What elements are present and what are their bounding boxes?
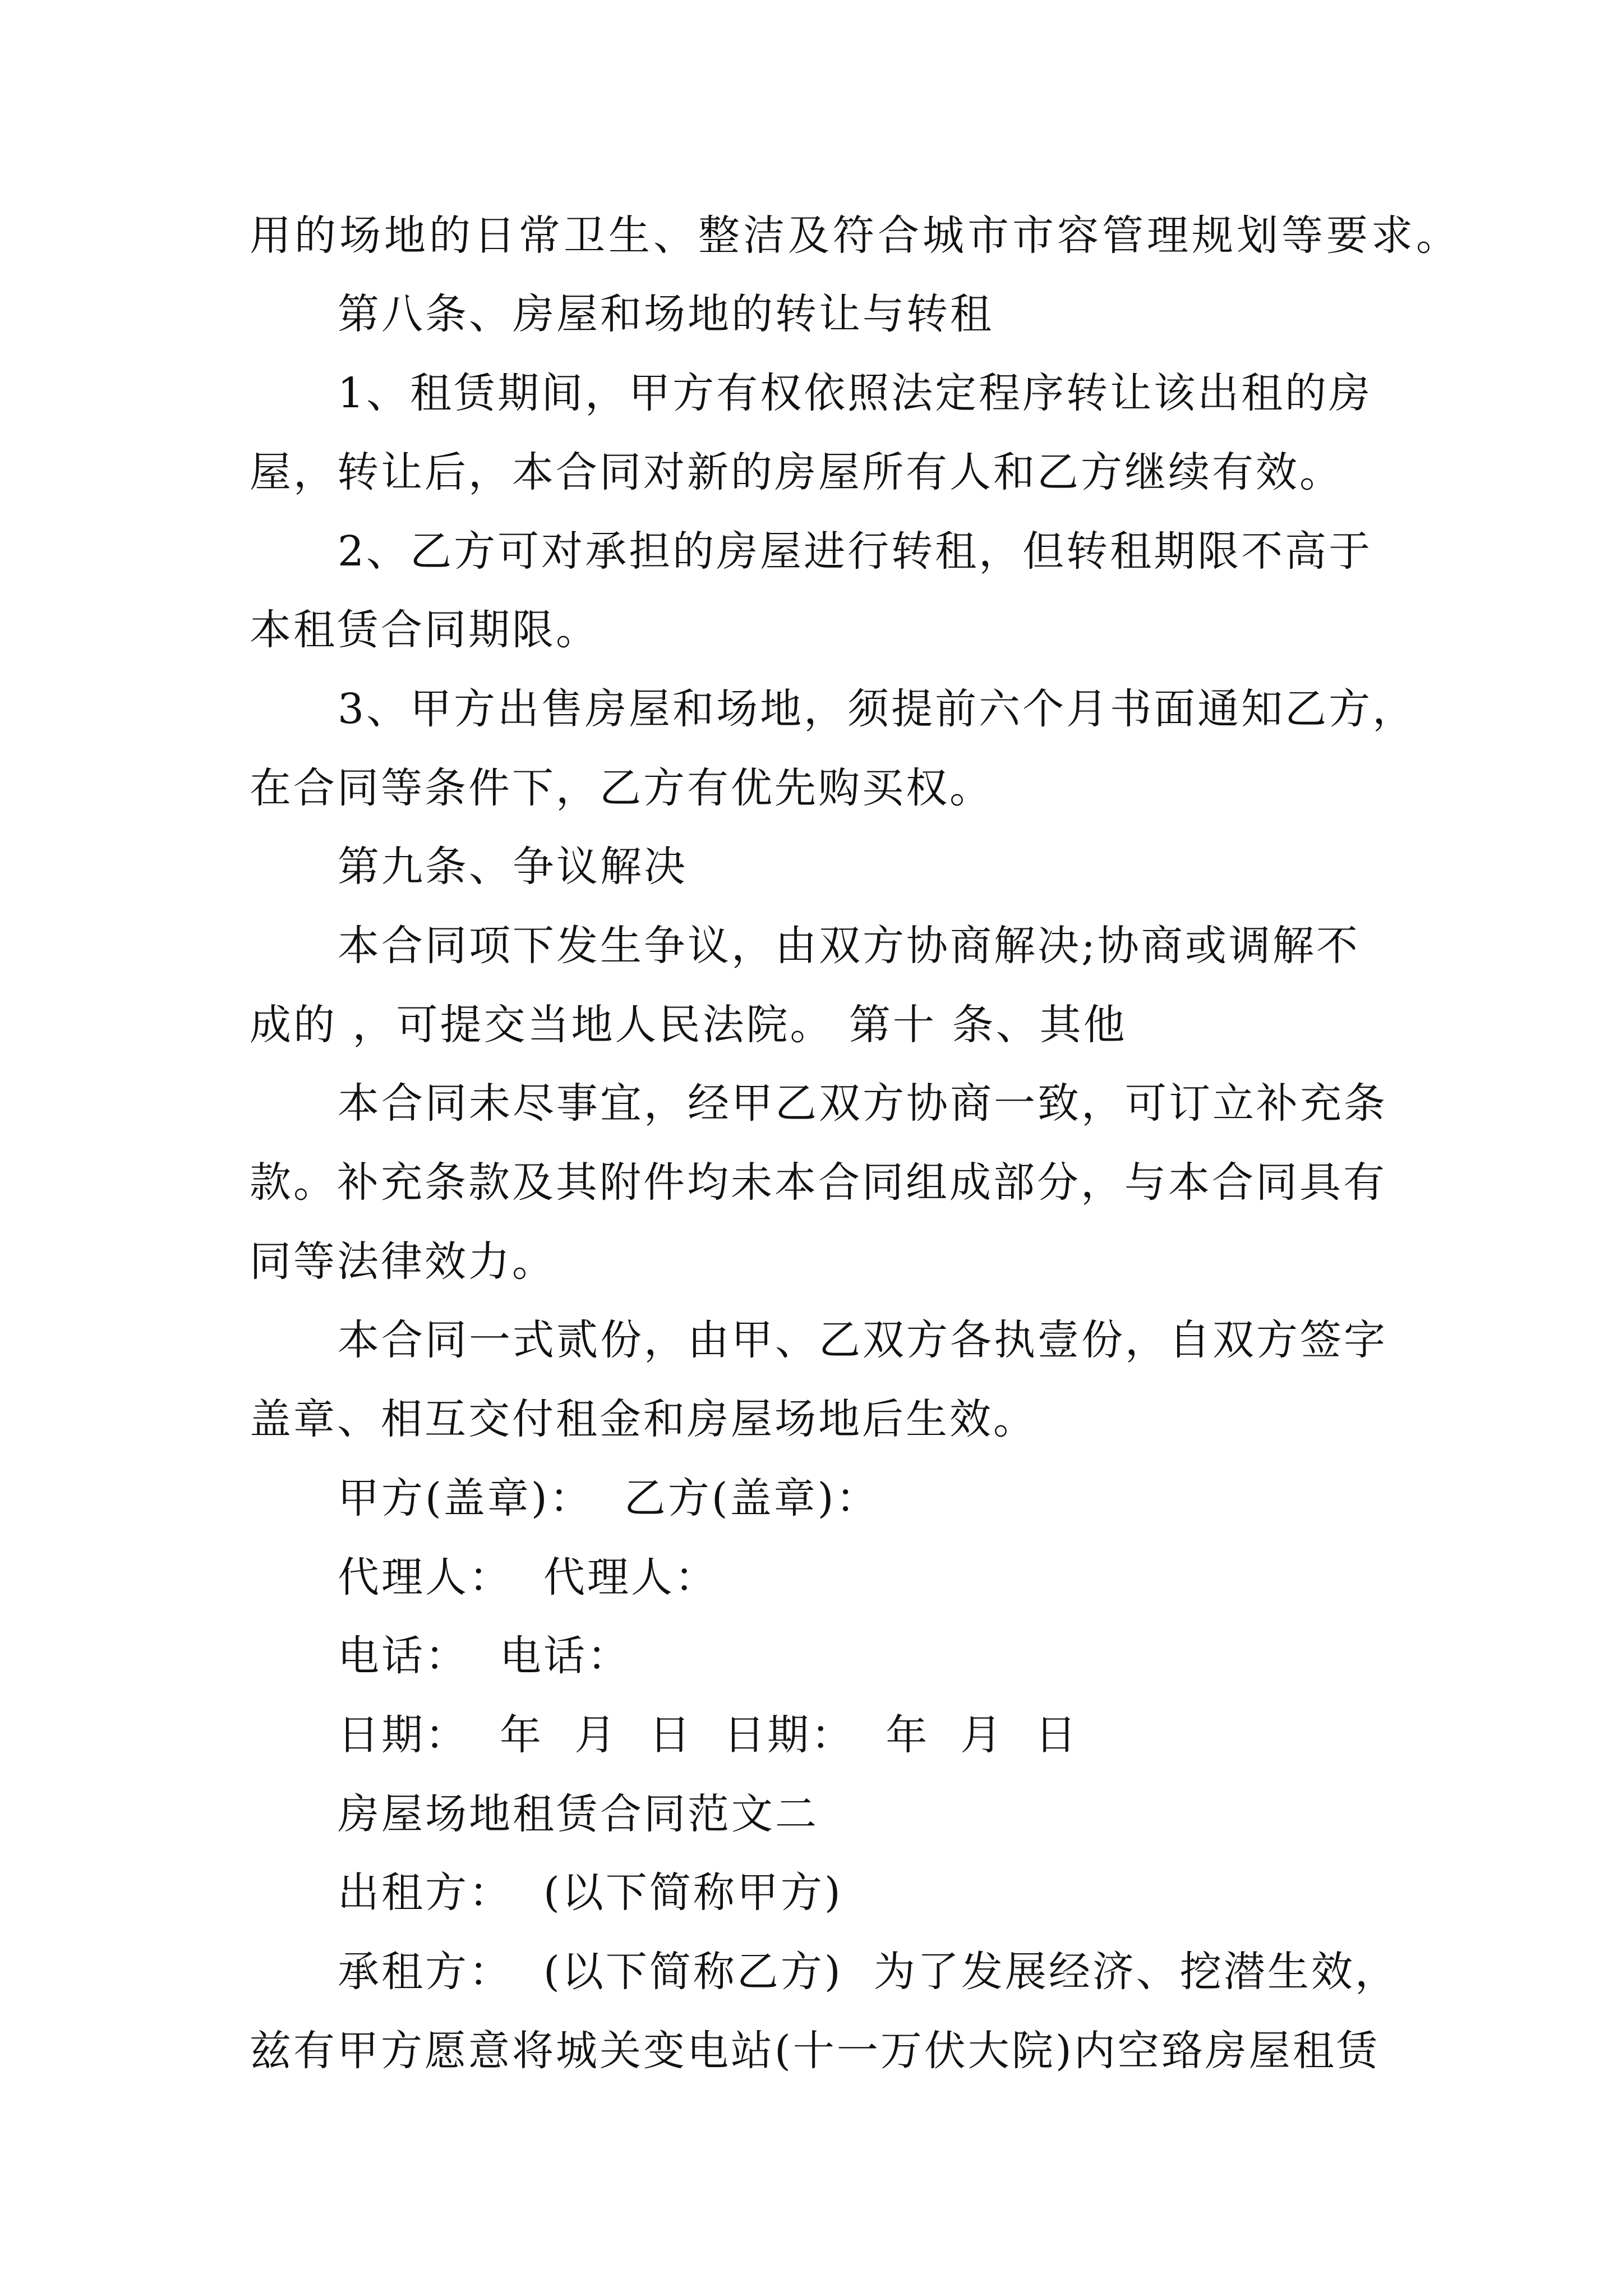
body-text-line: 2、乙方可对承担的房屋进行转租，但转租期限不高于 bbox=[338, 527, 1373, 576]
body-text-line: 本合同项下发生争议，由双方协商解决;协商或调解不 bbox=[338, 922, 1360, 970]
lessor-line: 出租方： (以下简称甲方) bbox=[338, 1869, 843, 1917]
article-heading: 第八条、房屋和场地的转让与转租 bbox=[338, 290, 994, 338]
body-text-line: 成的 ，可提交当地人民法院。 第十 条、其他 bbox=[250, 1001, 1127, 1049]
lessee-line: 承租方： (以下简称乙方) 为了发展经济、挖潜生效， bbox=[338, 1948, 1399, 1996]
body-text-line: 1、租赁期间，甲方有权依照法定程序转让该出租的房 bbox=[338, 369, 1373, 417]
body-text-line: 款。补充条款及其附件均未本合同组成部分，与本合同具有 bbox=[250, 1158, 1387, 1207]
body-text-line: 在合同等条件下，乙方有优先购买权。 bbox=[250, 764, 993, 812]
signature-line-seal: 甲方(盖章)： 乙方(盖章)： bbox=[338, 1474, 880, 1522]
signature-line-phone: 电话： 电话： bbox=[338, 1632, 631, 1680]
body-text-line: 用的场地的日常卫生、整洁及符合城市市容管理规划等要求。 bbox=[250, 211, 1461, 260]
body-text-line: 本租赁合同期限。 bbox=[250, 606, 600, 654]
body-text-line: 兹有甲方愿意将城关变电站(十一万伏大院)内空臵房屋租赁 bbox=[250, 2027, 1380, 2075]
article-heading: 第九条、争议解决 bbox=[338, 843, 688, 891]
body-text-line: 本合同未尽事宜，经甲乙双方协商一致，可订立补充条 bbox=[338, 1079, 1387, 1128]
section-title: 房屋场地租赁合同范文二 bbox=[338, 1790, 819, 1838]
body-text-line: 同等法律效力。 bbox=[250, 1237, 556, 1286]
body-text-line: 本合同一式贰份，由甲、乙双方各执壹份，自双方签字 bbox=[338, 1316, 1387, 1364]
signature-line-date: 日期： 年 月 日 日期： 年 月 日 bbox=[338, 1711, 1079, 1759]
body-text-line: 3、甲方出售房屋和场地，须提前六个月书面通知乙方， bbox=[338, 685, 1417, 733]
body-text-line: 屋，转让后，本合同对新的房屋所有人和乙方继续有效。 bbox=[250, 448, 1343, 496]
body-text-line: 盖章、相互交付租金和房屋场地后生效。 bbox=[250, 1395, 1037, 1443]
signature-line-agent: 代理人： 代理人： bbox=[338, 1553, 719, 1602]
